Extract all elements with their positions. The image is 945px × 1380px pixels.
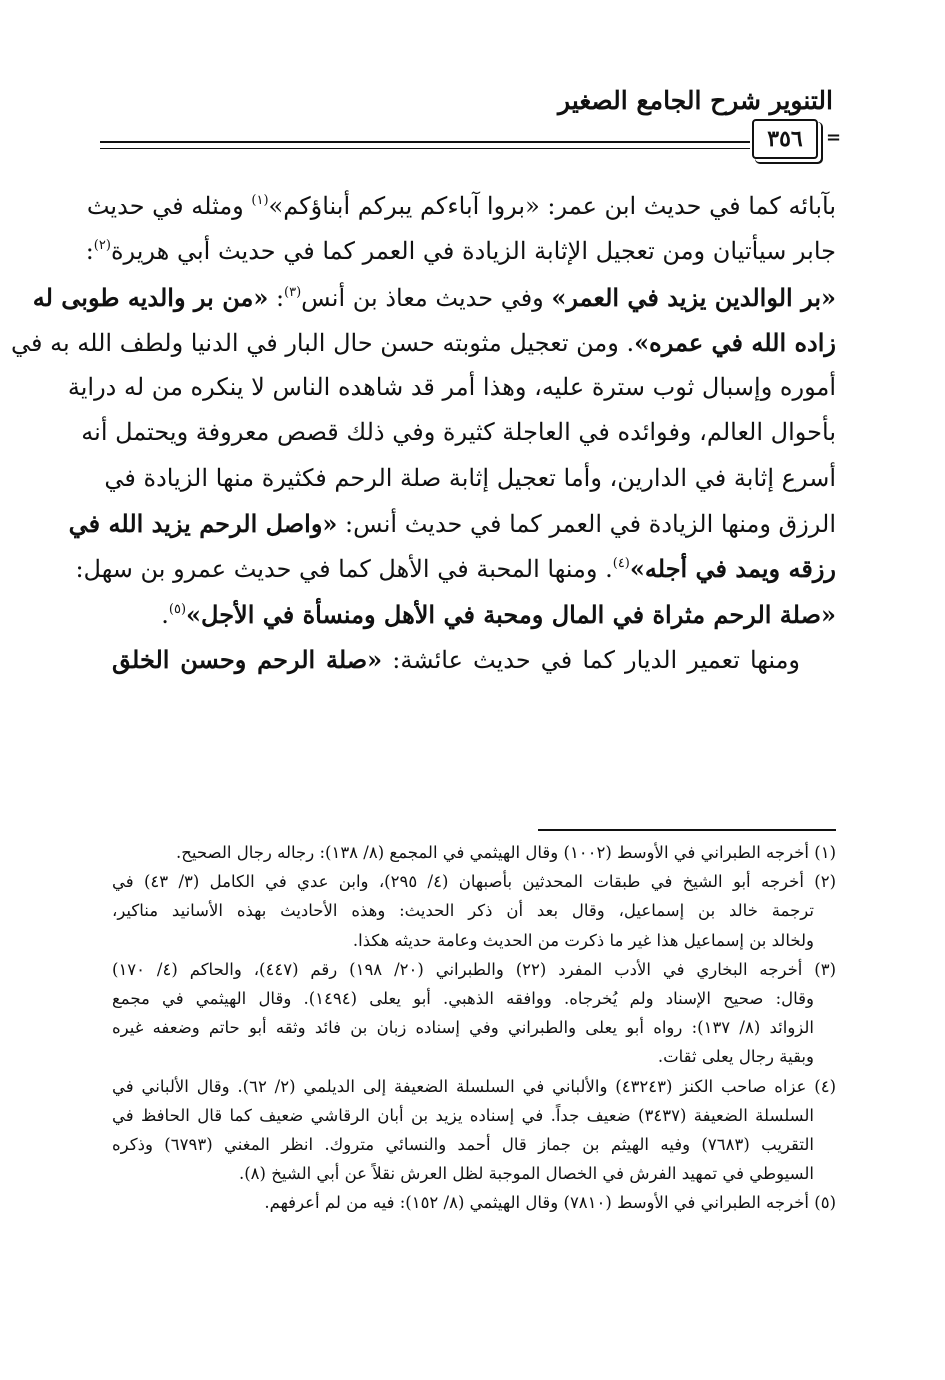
text-segment: ومنها تعمير الديار كما في حديث عائشة: xyxy=(382,645,801,674)
text-line xyxy=(112,637,836,682)
text-line xyxy=(81,410,836,455)
text-segment: : xyxy=(268,283,285,312)
text-segment: بآبائه كما في حديث ابن عمر: «بروا آباءكم يبركم أبناؤكم» xyxy=(268,192,836,220)
header-rule xyxy=(100,141,750,143)
hadith-quote: «صلة الرحم مثراة في المال ومحبة في الأهل ومنسأة في الأجل» xyxy=(186,599,836,629)
header-marker: = xyxy=(826,127,842,148)
footnote xyxy=(112,838,836,867)
footnote-ref: (١) xyxy=(251,193,269,208)
text-segment: . ومنها المحبة في الأهل كما في حديث عمرو بن سهل: xyxy=(75,555,613,584)
footnote-ref: (٥) xyxy=(168,601,187,617)
text-segment: : xyxy=(85,237,94,266)
text-segment: أسرع إثابة في الدارين، وأما تعجيل إثابة صلة الرحم فكثيرة منها الزيادة في xyxy=(104,463,836,492)
footnote-line: (١) أخرجه الطبراني في الأوسط (١٠٠٢) وقال الهيثمي في المجمع (٨/ ١٣٨): رجاله رجال الصحيح. xyxy=(176,843,836,862)
hadith-quote: «واصل الرحم يزيد الله في xyxy=(68,509,338,539)
text-line xyxy=(86,184,836,229)
footnote xyxy=(112,1188,836,1217)
hadith-quote: «صلة الرحم وحسن الخلق xyxy=(112,644,383,674)
footnote-line: (٣) أخرجه البخاري في الأدب المفرد (٢٢) والطبراني (٢٠/ ١٩٨) رقم (٤٤٧)، والحاكم (٤/ ١٧٠) xyxy=(112,959,837,979)
footnote xyxy=(112,867,836,955)
text-line xyxy=(104,456,836,501)
footnote-separator xyxy=(538,829,836,831)
footnote-line: ترجمة خالد بن إسماعيل، وقال بعد أن ذكر الحديث: وهذه الأحاديث بهذه الأسانيد مناكير، xyxy=(112,901,814,921)
footnotes xyxy=(112,838,836,1217)
footnote-line: وبقية رجال يعلى ثقات. xyxy=(657,1047,814,1067)
text-segment: وفي حديث معاذ بن أنس xyxy=(301,283,552,312)
footnote-ref: (٢) xyxy=(93,238,111,254)
page-number: ٣٥٦ xyxy=(752,119,818,159)
footnote-ref: (٣) xyxy=(284,284,302,300)
text-line xyxy=(67,365,836,410)
footnote-line: وقال: صحيح الإسناد ولم يُخرجاه. ووافقه الذهبي. أبو يعلى (١٤٩٤). وقال الهيثمي في مجمع xyxy=(112,988,814,1008)
text-line xyxy=(11,320,836,365)
text-segment: الرزق ومنها الزيادة في العمر كما في حديث أنس: xyxy=(337,510,836,539)
text-segment: أموره وإسبال ثوب سترة عليه، وهذا أمر قد شاهده الناس لا ينكره من له دراية xyxy=(67,373,836,402)
text-segment: . xyxy=(161,600,169,629)
footnote-line: السيوطي في تمهيد الفرش في الخصال الموجبة لظل العرش نقلاً عن أبي الشيخ (٨). xyxy=(238,1164,814,1184)
hadith-quote: «من بر والديه طوبى له xyxy=(32,282,269,312)
text-segment: ومثله في حديث xyxy=(86,192,252,220)
footnote-line: السلسلة الضعيفة (٣٤٣٧) ضعيف جداً. في إسناده يزيد بن أبان الرقاشي ضعيف كما قال الحافظ في xyxy=(112,1105,814,1125)
text-line xyxy=(68,501,836,546)
running-title: التنوير شرح الجامع الصغير xyxy=(558,86,833,115)
footnote-line: التقريب (٧٦٨٣) وفيه الهيثم بن جماز قال أحمد والنسائي متروك. انظر المغني (٦٧٩٣) وذكره xyxy=(112,1134,814,1154)
hadith-quote: زاده الله في عمره» xyxy=(634,327,836,357)
text-line xyxy=(85,229,836,274)
footnote xyxy=(112,1072,836,1189)
footnote-line: ولخالد بن إسماعيل هذا غير ما ذكرت من الحديث وعامة حديثه هكذا. xyxy=(352,930,814,950)
text-line xyxy=(75,546,836,591)
text-segment: . ومن تعجيل مثوبته حسن حال البار في الدنيا ولطف الله به في xyxy=(11,328,635,357)
hadith-quote: رزقه ويمد في أجله» xyxy=(629,554,836,584)
header-rule xyxy=(100,148,750,149)
footnote-line: الزوائد (٨/ ١٣٧): رواه أبو يعلى والطبراني وفي إسناده زبان بن فائد وثقه أبو حاتم وضعفه غيره xyxy=(112,1018,815,1038)
footnote-line: (٢) أخرجه أبو الشيخ في طبقات المحدثين بأصبهان (٤/ ٢٩٥)، وابن عدي في الكامل (٣/ ٤٣) في xyxy=(112,872,836,892)
text-segment: جابر سيأتيان ومن تعجيل الإثابة الزيادة في العمر كما في حديث أبي هريرة xyxy=(110,237,836,266)
text-line xyxy=(112,592,836,637)
main-text xyxy=(11,184,836,682)
text-segment: بأحوال العالم، وفوائده في العاجلة كثيرة وفي ذلك قصص معروفة ويحتمل أنه xyxy=(81,418,836,447)
footnote xyxy=(112,955,836,1072)
footnote-line: (٤) عزاه صاحب الكنز (٤٣٢٤٣) والألباني في السلسلة الضعيفة إلى الديلمي (٢/ ٦٢). وقال الألباني في xyxy=(112,1076,836,1096)
footnote-ref: (٤) xyxy=(612,556,630,572)
hadith-quote: «بر الوالدين يزيد في العمر» xyxy=(551,282,836,312)
footnote-line: (٥) أخرجه الطبراني في الأوسط (٧٨١٠) وقال الهيثمي (٨/ ١٥٢): فيه من لم أعرفهم. xyxy=(264,1193,836,1213)
text-line xyxy=(32,275,836,320)
